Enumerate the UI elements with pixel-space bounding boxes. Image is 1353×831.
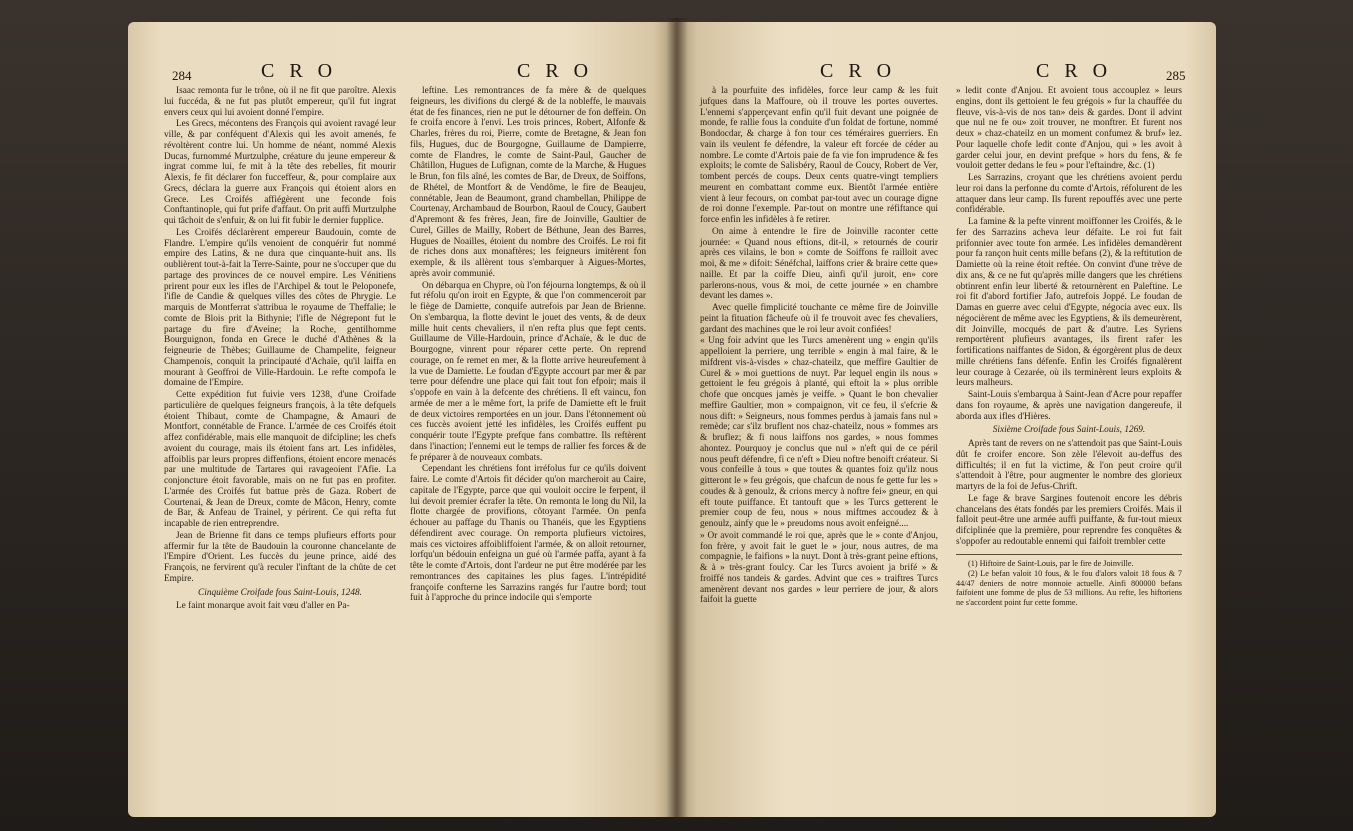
quotation: » ledit conte d'Anjou. Et avoient tous accouplez » leurs engins, dont ils gettoient le feu grégois » fur la chauffée du fleuve, vis-à-vis de nos tan» deis & gardes. Dont il advint que nul ne fe ou» zoit trouver, ne monftrer. Et furent nos deux » chaz-chateilz en un moment confumez & bruf» lez. Pour laquelle chofe ledit conte d'Anjou, qui » les avoit à garder celui jour, en devint prefque » hors du fens, & fe vouloit getter dedans le feu » pour l'eftaindre, &c. (1): [956, 86, 1182, 172]
paragraph: Avec quelle fimplicité touchante ce même fire de Joinville peint la fituation fâcheufe où il fe trouvoit avec fes chevaliers, gardant des machines que le roi leur avoit confiées!: [700, 303, 938, 335]
paragraph: Jean de Brienne fit dans ce temps plufieurs efforts pour affermir fur la tête de Baudouin la couronne chancelante de l'Empire d'Orient. Les fuccès du jeune prince, aidé des François, ne fervirent qu'à reculer l'inftant de la chûte de cet Empire.: [164, 530, 396, 584]
running-head-right-col2: C R O: [1036, 60, 1113, 82]
footnote: (1) Hiftoire de Saint-Louis, par le fire de Joinville.: [968, 558, 1134, 568]
paragraph: Isaac remonta fur le trône, où il ne fit que paroître. Alexis lui fuccéda, & ne fut pas plutôt empereur, qu'il fut ingrat envers ceux qui lui avoient donné l'empire.: [164, 86, 396, 118]
paragraph: Saint-Louis s'embarqua à Saint-Jean d'Acre pour repaffer dans fon royaume, & après une navigation dangereufe, il aborda aux ifles d'Hières.: [956, 390, 1182, 422]
section-heading: Sixième Croifade fous Saint-Louis, 1269.: [992, 425, 1146, 436]
paragraph: Cette expédition fut fuivie vers 1238, d'une Croifade particulière de quelques feigneurs françois, à la tête defquels étoient Thibaut, comte de Champagne, & Amauri de Montfort, connétable de France. L'armée de ces Croifés étoit affez confidérable, mais elle manquoit de difcipline; les chefs avoient du courage, mais ils étoient fans art. Les infidèles, affoiblis par leurs propres diffenfions, étoient encore menacés par une multitude de Tartares qui ravageoient l'Afie. La conjoncture étoit favorable, mais on ne fut pas en profiter. L'armée des Croifés fut battue près de Gaza. Robert de Courtenai, & Jean de Dreux, comte de Mâcon, Henry, comte de Bar, & Anfeau de Trainel, y périrent. Ce qui refta fut incapable de rien entreprendre.: [164, 390, 396, 529]
book-gutter: [666, 18, 688, 821]
right-column-2: [956, 86, 1182, 608]
paragraph: Après tant de revers on ne s'attendoit pas que Saint-Louis dût fe croifer encore. Son zèle l'élevoit au-deffus des difficultés; il en fut la victime, & l'on peut croire qu'il s'attendoit à l'être, pour augmenter le nombre des glorieux martyrs de la foi de Jefus-Chrift.: [956, 439, 1182, 492]
footnotes: [956, 559, 1182, 608]
quotation: » Or avoit commandé le roi que, après que le » conte d'Anjou, fon frère, y avoit fait le guet le » jour, nous autres, de ma compagnie, le faifions » la nuyt. Dont à très-grant peine eftions, & à » très-grant foulcy. Car les Turcs avoient ja brifé » & froiffé nos tandeis & gardes. Advint que ces » traiftres Turcs amenèrent devant nos gardes » leur perriere de jour, & alors faifoit la guette: [700, 530, 938, 606]
running-head-right-col1: C R O: [820, 60, 897, 82]
page-number-right: 285: [1166, 68, 1186, 83]
paragraph: On débarqua en Chypre, où l'on féjourna longtemps, & où il fut réfolu qu'on iroit en Egypte, & que l'on commenceroit par le fiège de Damiette, conquife autrefois par Jean de Brienne. On s'embarqua, la flotte devint le jouet des vents, & de deux mille huit cents chevaliers, il n'en refta plus que fept cents. Guillaume de Ville-Hardouin, prince d'Achaïe, & le duc de Bourgogne, vinrent pour réparer cette perte. On reprend courage, on fe remet en mer, & la flotte arrive heureufement à la vue de Damiette. Le foudan d'Egypte accourt par mer & par terre pour défendre une place qui fait tout fon efpoir; mais il s'oppofe en vain à la defcente des chrétiens. Il eft vaincu, fon armée de mer a le même fort, la prife de Damiette eft le fruit de deux victoires remportées en un jour. Dans l'étonnement où ces fuccès avoient jetté les infidèles, les Croifés euffent pu conquérir toute l'Egypte prefque fans combattre. Ils reftèrent dans l'inaction; l'ennemi eut le temps de rallier fes forces & de fe préparer à de nouveaux combats.: [410, 280, 646, 463]
footnote-divider: [956, 554, 1182, 555]
paragraph: Le faint monarque avoit fait vœu d'aller en Pa-: [176, 601, 350, 612]
section-heading: Cinquième Croifade fous Saint-Louis, 1248.: [198, 587, 362, 598]
paragraph: à la pourfuite des infidèles, force leur camp & les fuit jufques dans la Maffoure, où il trouve les portes ouvertes. L'ennemi s'apperçevant enfin qu'il fuit devant une poignée de monde, fe rallie fous la conduite d'un foldat de fortune, nommé Bondocdar, & charge à fon tour ces téméraires guerriers. En vain ils veulent fe défendre, la valeur eft forcée de céder au nombre. Le comte d'Artois paie de fa vie fon imprudence & fes exploits; le comte de Salisbéry, Raoul de Coucy, Robert de Ver, tombent percés de coups. Deux cents quatre-vingt templiers meurent en combattant comme eux. Bientôt l'armée entière vient à leur fecours, on combat par-tout avec un courage digne de roi donne l'exemple. Par-tout on montre une réfiftance qui force enfin les infidèles à fe retirer.: [700, 86, 938, 225]
right-column-1: [700, 86, 938, 607]
left-page: [128, 22, 676, 817]
running-head-left-col2: C R O: [517, 60, 594, 82]
running-head-left-col1: C R O: [261, 60, 338, 82]
paragraph: Les Croifés déclarèrent empereur Baudouin, comte de Flandre. L'empire qu'ils venoient de conquérir fut nommé empire des Latins, & ne dura que cinquante-huit ans. Ils oublièrent tout-à-fait la Terre-Sainte, pour ne s'occuper que du partage des provinces de ce nouvel empire. Les Vénitiens prirent pour eux les ifles de l'Archipel & tout le Peloponefe, l'ifle de Candie & quelques villes des côtes de Phrygie. Le marquis de Montferrat s'attribua le royaume de Theffalie; le comte de Blois prit la Bithynie; l'ifle de Négrepont fut le partage du fire d'Aveine; la Roche, gentilhomme Bourguignon, fonda en Grece le duché d'Athènes & la feigneurie de Thèbes; Guillaume de Champelite, feigneur Champenois, conquit la principauté d'Achaïe, qu'il laiffa en mourant à Geoffroi de Ville-Hardouin. Le refte compofa le domaine de l'Empire.: [164, 227, 396, 389]
paragraph: Le fage & brave Sargines foutenoit encore les débris chancelans des états fondés par les premiers Croifés. Mais il falloit peut-être une armée auffi puiffante, & fur-tout mieux difciplinée que la première, pour reprendre fes conquêtes & s'oppofer au redoutable ennemi qui faifoit trembler cette: [956, 493, 1182, 547]
paragraph: Les Grecs, mécontens des François qui avoient ravagé leur ville, & par conféquent d'Alexis qui les avoit amenés, fe révoltèrent contre lui. Un homme de néant, nommé Alexis Ducas, furnommé Murtzulphe, créature du jeune empereur & ingrat comme lui, fe mit à la tête des rebelles, fit mourir Alexis, fe fit déclarer fon fucceffeur, &, pour complaire aux Grecs, déclara la guerre aux François qui étoient alors en Grece. Les Croifés affiégèrent une feconde fois Conftantinople, qui fut prife d'affaut. On prit auffi Murtzulphe qui tâchoit de s'enfuir, & on lui fit fubir le dernier fupplice.: [164, 119, 396, 226]
left-column-1: [164, 86, 396, 613]
paragraph: La famine & la pefte vinrent moiffonner les Croifés, & le fer des Sarrazins acheva leur défaite. Le roi fut fait prifonnier avec toute fon armée. Les infidèles demandèrent pour fa rançon huit cents mille befans (2), & la reftitution de Damiette où la reine étoit reftée. On convint d'une trève de dix ans, & ce ne fut qu'après mille dangers que les chrétiens obtinrent enfin leur liberté & retournèrent en Paleftine. Le roi fit d'abord fortifier Jafo, autrefois Joppé. Le foudan de Damas en guerre avec celui d'Egypte, négocia avec eux. Ils négocièrent de même avec les Egyptiens, & ils demeurèrent, dit Joinville, mocqués de part & d'autre. Les Syriens remportèrent plufieurs avantages, ils firent rafer les fortifications naiffantes de Sidon, & égorgèrent plus de deux mille chrétiens fans défenfe. Enfin les Croifés fignalèrent leur courage à Cezarée, où ils terminèrent leurs exploits & leurs malheurs.: [956, 217, 1182, 389]
page-number-left: 284: [172, 68, 192, 83]
paragraph: Cependant les chrétiens font irréfolus fur ce qu'ils doivent faire. Le comte d'Artois fit décider qu'on marcheroit au Caire, capitale de l'Egypte, parce que qui vouloit occire le ferpent, il lui devoit premier écrafer la tête. On remonta le long du Nil, la flotte chargée de provifions, côtoyant l'armée. On penfa échouer au paffage du Thanis ou Thanéis, que les Egyptiens défendirent avec courage. On remporta plufieurs victoires, mais ces victoires affoibliffoient l'armée, & on alloit retourner, lorfqu'un bédouin enfeigna un gué où l'armée paffa, ayant à fa tête le comte d'Artois, dont l'ardeur ne put être modérée par les remontrances des capitaines les plus fages. L'intrépidité françoife confterne les Sarrazins rangés fur l'autre bord; tout fuit à l'approche du prince indocile qui s'emporte: [410, 464, 646, 604]
paragraph: Les Sarrazins, croyant que les chrétiens avoient perdu leur roi dans la perfonne du comte d'Artois, réfolurent de les attaquer dans leur camp. Ils furent repouffés avec une perte confidérable.: [956, 173, 1182, 216]
quotation: « Ung foir advint que les Turcs amenèrent ung » engin qu'ils appelloient la perriere, ung terrible » engin à mal faire, & le mifdrent vis-à-visdes » chaz-chateilz, que meffire Gaultier de Curel & » moi guettions de nuyt. Par lequel engin ils nous » gettoient le feu grégois à planté, qui eftoit la » plus orrible chofe que oncques jamès je veiffe. » Quant le bon chevalier meffire Gaultier, mon » compaignon, vit ce feu, il s'efcrie & nous dift: » Seigneurs, nous fommes perdus à jamais fans nul » remède; car s'ilz bruflent nos chaz-chateilz, nous » fommes ars & bruflez; & fi nous laiffons nos gardes, » nous fommes ahontez. Pourquoy je conclus que nul » n'eft qui de ce péril nous peuft défendre, fi ce n'eft » Dieu noftre benoift créateur. Si vous confeille à tous » que toutes & quantes foiz qu'ilz nous gitteront le » feu grégois, que chafcun de nous fe gette fur les » coudes & à genoulz, & crions mercy à noftre fei» gneur, en qui eft toute puiffance. Et tantouft que » les Turcs getterent le premier coup de feu, nous » nous miftmes accoudez & à genoulz, ainfy que le » preudoms nous avoit enfeigné....: [700, 336, 938, 529]
footnote: (2) Le befan valoit 10 fous, & le fou d'alors valoit 18 fous & 7 44/47 deniers de notre monnoie actuelle. Ainfi 800000 befans faifoient une fomme de plus de 53 millions. Au refte, les hiftoriens ne s'accordent point fur cette fomme.: [956, 569, 1182, 607]
left-column-2: [410, 86, 646, 605]
right-page: [676, 22, 1216, 817]
paragraph: leftine. Les remontrances de fa mère & de quelques feigneurs, les divifions du clergé & de la nobleffe, le mauvais état de fes finances, rien ne put le détourner de fon deffein. On fe croifa encore à l'envi. Les trois princes, Robert, Alfonfe & Charles, frères du roi, Pierre, comte de Bretagne, & Jean fon fils, Hugues, duc de Bourgogne, Guillaume de Dampierre, comte de Flandres, le comte de Saint-Paul, Gaucher de Châtillon, Hugues de Lufignan, comte de la Marche, & Hugues le Brun, fon fils aîné, les comtes de Bar, de Dreux, de Soiffons, de Rhétel, de Montfort & de Vendôme, le fire de Beaujeu, connétable, Jean de Beaumont, grand chambellan, Philippe de Courtenay, Archambaud de Bourbon, Raoul de Coucy, Gaubert d'Apremont & fes frères, Jean, fire de Joinville, Gaultier de Curel, Gilles de Mailly, Robert de Béthune, Jean des Barres, Hugues de Noailles, étoient du nombre des Croifés. Le roi fit de riches dons aux monaftères; les feigneurs imitèrent fon exemple, & ils allèrent tous s'embarquer à Aigues-Mortes, après avoir communié.: [410, 86, 646, 279]
paragraph: On aime à entendre le fire de Joinville raconter cette journée: « Quand nous eftions, dit-il, » retournés de courir après ces vilains, le bon » comte de Soiffons fe railloit avec moi, & me » difoit: Sénéfchal, laiffons crier & braire cette que» naille. Et par la coiffe Dieu, ainfi qu'il juroit, en» core parlerons-nous, vous & moi, de cette journée » en chambre devant les dames ».: [700, 226, 938, 302]
